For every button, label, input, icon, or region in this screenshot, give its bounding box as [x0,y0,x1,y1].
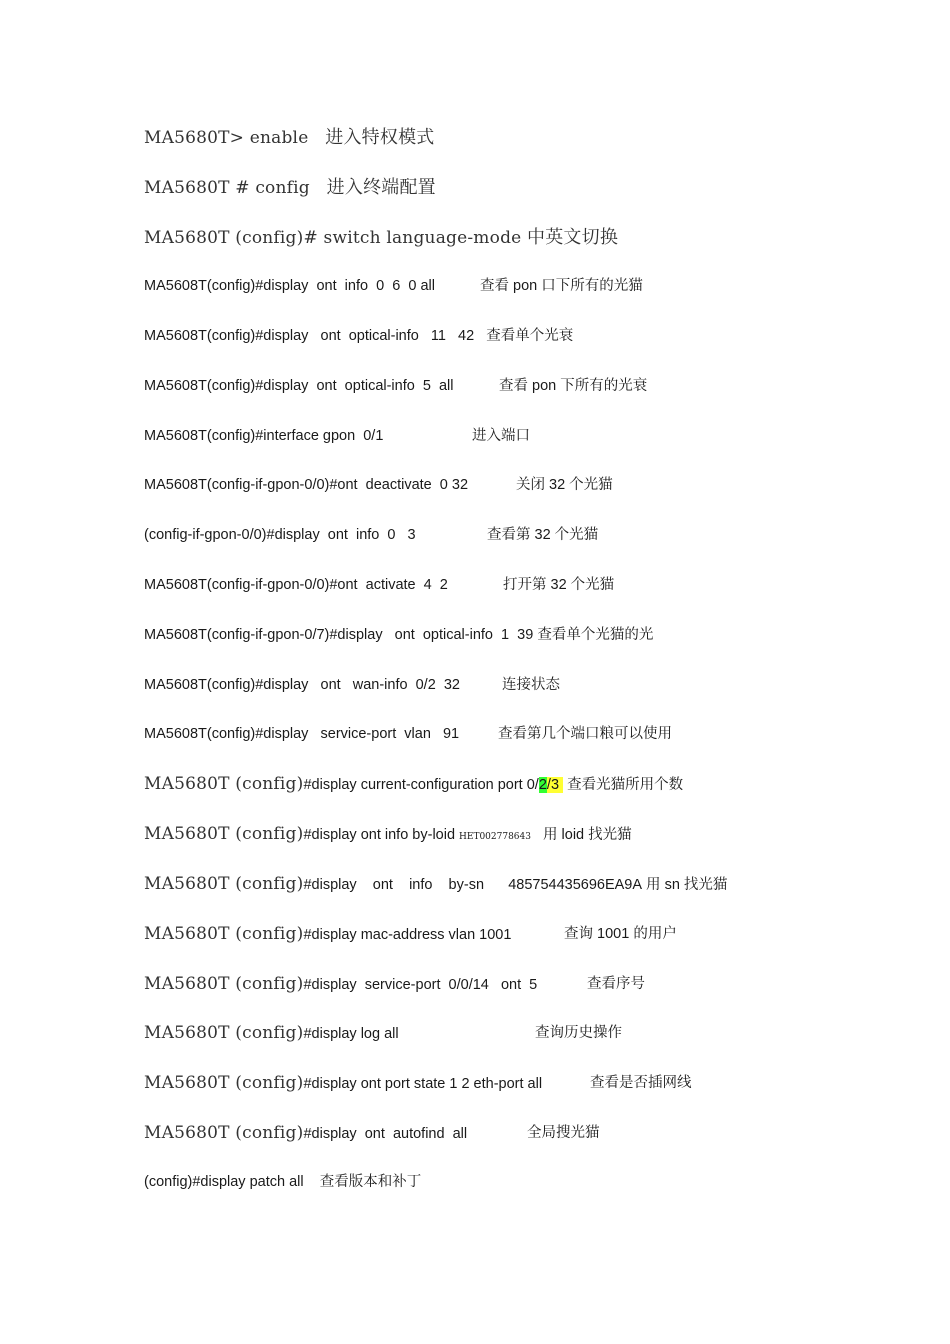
doc-line: MA5608T(config)#display ont optical-info 5 all 查看 pon 下所有的光衰 [144,378,648,394]
doc-line: MA5608T(config)#display ont optical-info 11 42 查看单个光衰 [144,328,574,344]
doc-line: MA5608T(config)#display ont info 0 6 0 all 查看 pon 口下所有的光猫 [144,278,643,294]
doc-line: MA5680T (config)# switch language-mode 中英文切换 [144,227,619,248]
doc-line: MA5680T # config 进入终端配置 [144,177,436,198]
doc-line: MA5680T (config)#display current-configuration port 0/2/3 查看光猫所用个数 [144,774,684,794]
doc-line: MA5608T(config)#display service-port vlan 91 查看第几个端口粮可以使用 [144,726,672,742]
doc-line: MA5680T (config)#display ont info by-loid HET002778643 用 loid 找光猫 [144,824,632,844]
doc-line: MA5608T(config-if-gpon-0/0)#ont deactivate 0 32 关闭 32 个光猫 [144,477,613,493]
doc-line: MA5608T(config-if-gpon-0/0)#ont activate 4 2 打开第 32 个光猫 [144,577,615,593]
doc-line: MA5680T (config)#display ont autofind all 全局搜光猫 [144,1123,600,1143]
highlight-green: 2 [538,777,547,793]
doc-line: MA5680T (config)#display service-port 0/0/14 ont 5 查看序号 [144,974,645,994]
doc-line: MA5680T (config)#display mac-address vlan 1001 查询 1001 的用户 [144,924,677,944]
doc-line: MA5680T (config)#display ont port state 1 2 eth-port all 查看是否插网线 [144,1073,692,1093]
doc-line: (config-if-gpon-0/0)#display ont info 0 3 查看第 32 个光猫 [144,527,599,543]
doc-line: MA5680T> enable 进入特权模式 [144,127,435,148]
doc-line: MA5680T (config)#display log all 查询历史操作 [144,1023,622,1043]
doc-line: (config)#display patch all 查看版本和补丁 [144,1174,422,1190]
doc-line: MA5608T(config)#interface gpon 0/1 进入端口 [144,428,530,444]
doc-line: MA5608T(config)#display ont wan-info 0/2 32 连接状态 [144,677,560,693]
doc-line: MA5608T(config-if-gpon-0/7)#display ont optical-info 1 39 查看单个光猫的光 [144,627,654,643]
highlight-yellow: 3 [550,777,560,793]
doc-line: MA5680T (config)#display ont info by-sn 485754435696EA9A 用 sn 找光猫 [144,874,728,894]
